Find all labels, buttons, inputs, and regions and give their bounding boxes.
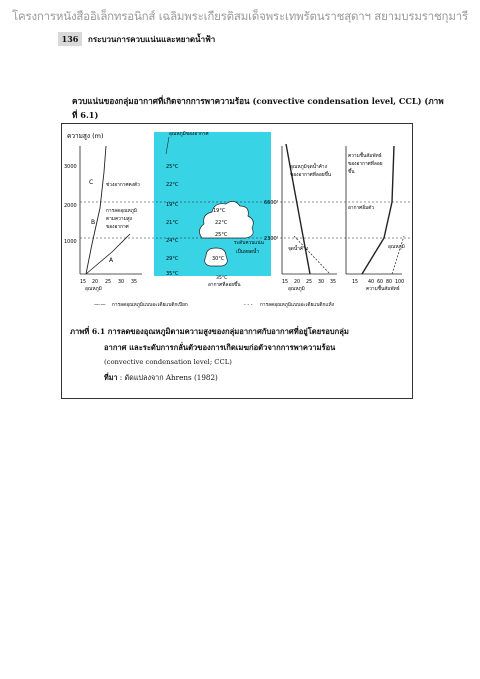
figure-6-1	[61, 123, 413, 399]
lapse-rate-3: ของอากาศ	[106, 225, 129, 230]
right-xtick-15: 15	[352, 280, 359, 285]
source-text: : ดัดแปลงจาก Ahrens (1982)	[117, 373, 218, 382]
temp-21: 21°C	[166, 220, 179, 226]
cloud-temp-19: 19°C	[213, 208, 226, 214]
rh-label-1: ความชื้นสัมพัทธ์	[348, 154, 382, 159]
right-dry-line	[392, 236, 404, 274]
cloud-temp-25: 25°C	[215, 232, 228, 238]
level-6600: 6600'	[264, 200, 279, 206]
surface-parcel-temp: 35°C	[216, 276, 228, 281]
mid-label-2: ของอากาศที่ลอยขึ้น	[290, 173, 332, 178]
mid-label-1: อุณหภูมิจุดน้ำค้าง	[290, 165, 327, 170]
caption-line-2: อากาศ และระดับการกลั่นตัวของการเกิดเมฆก่อตัวจากการพาความร้อน	[104, 343, 336, 352]
intro-line-1: ควบแน่นของกลุ่มอากาศที่เกิดจากการพาความร้อน (convective condensation level, CCL) (ภาพ	[72, 96, 444, 106]
mid-dew-line	[286, 144, 310, 274]
y-axis-label: ความสูง (m)	[67, 132, 104, 140]
legend-dash-moist: —·—	[94, 302, 106, 308]
level-2300: 2300'	[264, 236, 279, 242]
rh-label-3: ขึ้น	[348, 170, 355, 175]
right-xtick-100: 100	[395, 280, 405, 285]
mid-xtick-35: 35	[330, 280, 337, 285]
right-xtick-60: 60	[377, 280, 384, 285]
lapse-change: ช่วงอากาศคงตัว	[106, 183, 140, 188]
lapse-rate-2: ตามความสูง	[106, 217, 132, 222]
caption-line-3: (convective condensation level; CCL)	[104, 358, 232, 366]
intro-line-2: ที่ 6.1)	[72, 110, 99, 120]
temp-25: 25°C	[166, 164, 179, 170]
mid-xtick-25: 25	[306, 280, 313, 285]
zone-a: A	[109, 257, 114, 264]
caption-line-1: ภาพที่ 6.1 การลดของอุณหภูมิตามความสูงของกลุ่มอากาศกับอากาศที่อยู่โดยรอบกลุ่ม	[70, 327, 349, 336]
temp-35: 35°C	[166, 271, 179, 277]
left-xtick-35: 35	[131, 280, 138, 285]
legend-dash-dry: - - -	[244, 302, 253, 308]
rh-label-2: ของอากาศที่ลอย	[348, 162, 383, 167]
tick-1000: 1000	[64, 239, 77, 245]
zone-b: B	[91, 219, 96, 226]
legend-moist: การลดอุณหภูมิแบบอะเดียแบติกเปียก	[112, 303, 188, 308]
parcel-temp: 30°C	[212, 256, 225, 262]
caption-source	[104, 373, 218, 384]
page-number: 136	[58, 32, 82, 46]
legend-dry: การลดอุณหภูมิแบบอะเดียแบติกแห้ง	[260, 303, 335, 308]
mid-xtick-15: 15	[282, 280, 289, 285]
left-x-label: อุณหภูมิ	[85, 287, 102, 292]
left-xtick-20: 20	[92, 280, 99, 285]
right-xtick-40: 40	[368, 280, 375, 285]
mid-xtick-20: 20	[294, 280, 301, 285]
temp-29: 29°C	[166, 256, 179, 262]
lapse-rate-1: การลดอุณหภูมิ	[106, 209, 138, 214]
right-temp-label: อุณหภูมิ	[388, 245, 405, 250]
right-xtick-80: 80	[386, 280, 393, 285]
mid-dry-line	[294, 236, 330, 274]
ccl-label-2: เป็นหยดน้ำ	[236, 250, 260, 255]
ccl-label-1: ระดับควบแน่น	[234, 241, 264, 246]
saturated-label: อากาศอิ่มตัว	[348, 206, 375, 211]
zone-c: C	[89, 179, 94, 186]
mid-dew-point: จุดน้ำค้าง	[288, 247, 309, 252]
ebook-banner: โครงการหนังสืออิเล็กทรอนิกส์ เฉลิมพระเกียรติสมเด็จพระเทพรัตนราชสุดาฯ สยามบรมราชกุมารี	[12, 9, 468, 23]
tick-3000: 3000	[64, 164, 77, 170]
tick-2000: 2000	[64, 203, 77, 209]
mid-x-label: อุณหภูมิ	[288, 287, 305, 292]
parcel-label: อากาศที่ลอยขึ้น	[208, 283, 241, 288]
left-profile-env	[86, 146, 106, 274]
right-x-label: ความชื้นสัมพัทธ์	[366, 287, 400, 292]
source-label: ที่มา	[104, 373, 118, 382]
top-label-air-temp: อุณหภูมิของอากาศ	[169, 132, 209, 137]
temp-24: 24°C	[166, 238, 179, 244]
left-xtick-15: 15	[80, 280, 87, 285]
running-title: กระบวนการควบแน่นและหยาดน้ำฟ้า	[88, 34, 216, 44]
mid-xtick-30: 30	[318, 280, 325, 285]
cloud-temp-22: 22°C	[215, 220, 228, 226]
temp-22: 22°C	[166, 182, 179, 188]
left-xtick-25: 25	[105, 280, 112, 285]
temp-19: 19°C	[166, 202, 179, 208]
left-xtick-30: 30	[118, 280, 125, 285]
